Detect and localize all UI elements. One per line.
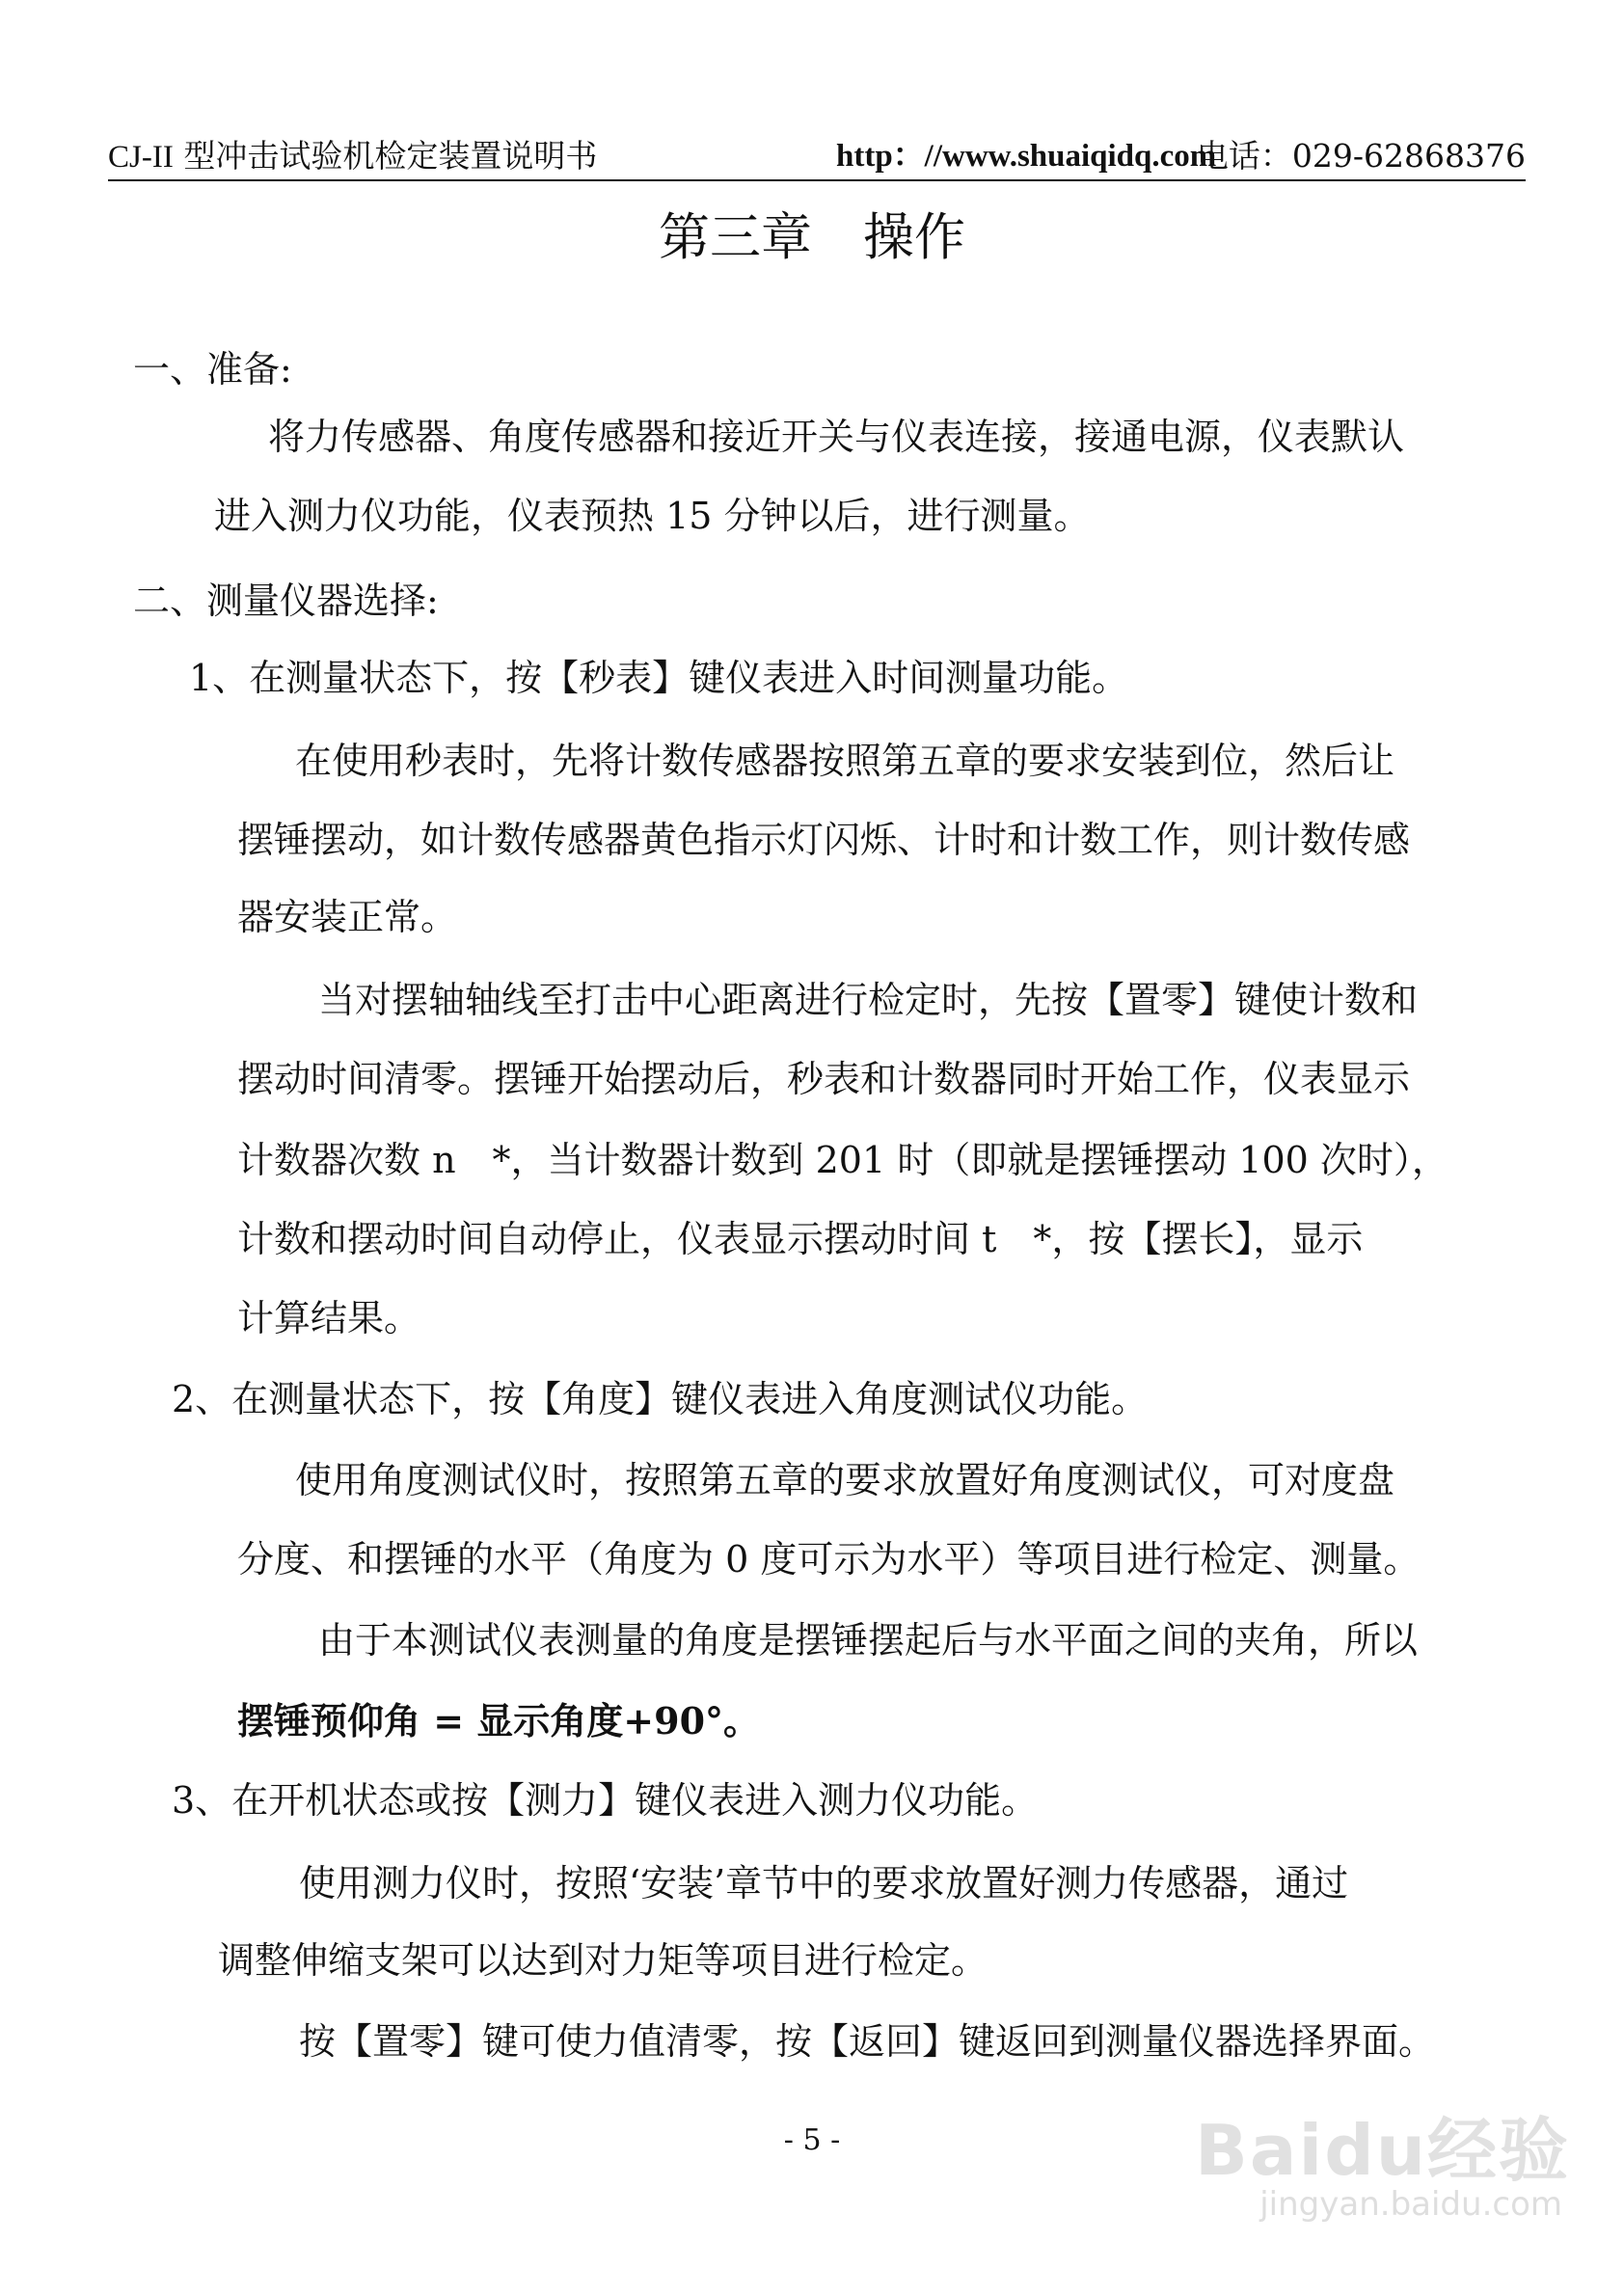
item-title-force: 3、在开机状态或按【测力】键仪表进入测力仪功能。 bbox=[172, 1779, 1039, 1822]
section-heading-instrument-selection: 二、测量仪器选择: bbox=[133, 580, 439, 622]
paragraph-line: 在使用秒表时，先将计数传感器按照第五章的要求安装到位，然后让 bbox=[295, 740, 1395, 782]
paragraph-line: 分度、和摆锤的水平（角度为 0 度可示为水平）等项目进行检定、测量。 bbox=[237, 1538, 1421, 1580]
watermark-logo: Baidu经验 bbox=[1195, 2110, 1570, 2191]
paragraph-line: 进入测力仪功能，仪表预热 15 分钟以后，进行测量。 bbox=[214, 495, 1091, 537]
item-title-stopwatch: 1、在测量状态下，按【秒表】键仪表进入时间测量功能。 bbox=[189, 657, 1129, 699]
paragraph-line: 按【置零】键可使力值清零，按【返回】键返回到测量仪器选择界面。 bbox=[299, 2020, 1436, 2063]
website-link[interactable]: http：//www.shuaiqidq.com bbox=[836, 139, 1217, 174]
paragraph-line: 摆锤摆动，如计数传感器黄色指示灯闪烁、计时和计数工作，则计数传感 bbox=[237, 819, 1411, 861]
document-title bbox=[108, 133, 597, 180]
paragraph-line: 使用角度测试仪时，按照第五章的要求放置好角度测试仪，可对度盘 bbox=[295, 1459, 1395, 1501]
document-title-text: 型冲击试验机检定装置说明书 bbox=[173, 137, 598, 175]
section-heading-preparation: 一、准备: bbox=[133, 348, 292, 391]
paragraph-line: 摆动时间清零。摆锤开始摆动后，秒表和计数器同时开始工作，仪表显示 bbox=[237, 1058, 1411, 1100]
paragraph-line: 当对摆轴轴线至打击中心距离进行检定时，先按【置零】键使计数和 bbox=[318, 979, 1419, 1021]
paragraph-line: 调整伸缩支架可以达到对力矩等项目进行检定。 bbox=[218, 1939, 988, 1982]
paragraph-line: 由于本测试仪表测量的角度是摆锤摆起后与水平面之间的夹角，所以 bbox=[318, 1619, 1419, 1661]
document-model: CJ-II bbox=[108, 140, 174, 175]
formula-line: 摆锤预仰角 = 显示角度+90°。 bbox=[237, 1699, 761, 1742]
watermark-url: jingyan.baidu.com bbox=[1259, 2185, 1562, 2224]
page-number: - 5 - bbox=[783, 2123, 841, 2157]
paragraph-line: 器安装正常。 bbox=[237, 896, 458, 938]
item-title-angle: 2、在测量状态下，按【角度】键仪表进入角度测试仪功能。 bbox=[172, 1378, 1149, 1420]
chapter-title: 第三章 操作 bbox=[659, 208, 965, 267]
baidu-watermark bbox=[1165, 2094, 1570, 2239]
running-header bbox=[108, 133, 1526, 181]
paragraph-line: 计数器次数 n *，当计数器计数到 201 时（即就是摆锤摆动 100 次时）， bbox=[237, 1139, 1448, 1181]
paragraph-line: 计算结果。 bbox=[237, 1297, 421, 1339]
phone-number: 电话：029-62868376 bbox=[1196, 137, 1526, 175]
paragraph-line: 计数和摆动时间自动停止，仪表显示摆动时间 t *，按【摆长】，显示 bbox=[237, 1218, 1364, 1260]
paragraph-line: 使用测力仪时，按照‘安装’章节中的要求放置好测力传感器，通过 bbox=[299, 1862, 1349, 1904]
paragraph-line: 将力传感器、角度传感器和接近开关与仪表连接，接通电源，仪表默认 bbox=[268, 416, 1405, 458]
